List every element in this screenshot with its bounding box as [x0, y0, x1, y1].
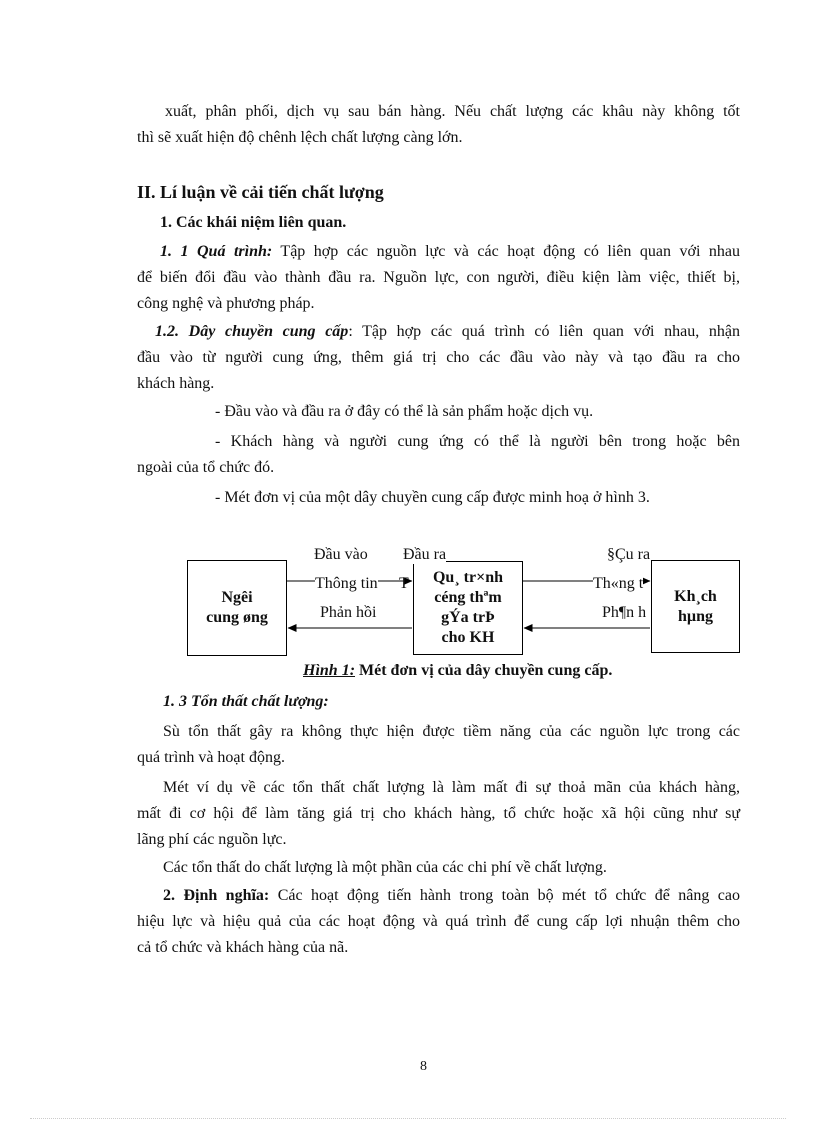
label-t: T [399, 575, 409, 592]
paragraph-line: Sù tổn thất gây ra không thực hiện được tiềm năng của các nguồn lực trong các [163, 723, 740, 740]
label-information-right: Th«ng t [593, 575, 644, 592]
label-output-right: §Çu ra [607, 546, 651, 563]
customer-box-line: hµng [677, 607, 713, 625]
bullet-line: - Đầu vào và đầu ra ở đây có thể là sản phẩm hoặc dịch vụ. [215, 403, 594, 420]
process-box-line: gÝa trÞ [441, 609, 495, 626]
paragraph-line: Mét ví dụ về các tổn thất chất lượng là làm mất đi sự thoả mãn của khách hàng, [163, 779, 740, 796]
term-label: 1.2. Dây chuyền cung cấp [155, 323, 349, 340]
page-number: 8 [420, 1059, 427, 1074]
supplier-box-line: cung øng [206, 609, 268, 626]
term-text: Tập hợp các nguồn lực và các hoạt động có liên quan với nhau [272, 243, 740, 260]
supplier-box [187, 560, 287, 656]
paragraph-line: cả tổ chức và khách hàng của nã. [137, 939, 349, 956]
label-information: Thông tin [315, 575, 378, 592]
term-text: Các hoạt động tiến hành trong toàn bộ mét tổ chức để nâng cao [269, 887, 740, 904]
paragraph-line: đầu vào từ người cung ứng, thêm giá trị cho các đầu vào này và tạo đầu ra cho [137, 349, 740, 366]
paragraph-line: quá trình và hoạt động. [137, 749, 285, 766]
paragraph-line: hiệu lực và hiệu quả của các hoạt động và quá trình để cung cấp lợi nhuận thêm cho [137, 913, 740, 930]
label-output: Đầu ra [403, 546, 447, 563]
customer-box-line: Kh¸ch [674, 587, 717, 605]
process-box-line: céng thªm [434, 589, 502, 606]
caption-label: Hình 1: [303, 662, 356, 679]
section-heading: II. Lí luận về cải tiến chất lượng [137, 182, 384, 202]
paragraph-line: lãng phí các nguồn lực. [137, 831, 287, 848]
subsection-heading: 1. Các khái niệm liên quan. [160, 214, 347, 231]
paragraph-line [163, 886, 740, 906]
bullet-line: - Khách hàng và người cung ứng có thể là người bên trong hoặc bên [215, 433, 740, 450]
process-box [413, 561, 523, 655]
process-box-line: cho KH [441, 629, 495, 646]
label-input: Đầu vào [314, 546, 368, 563]
paragraph-line: khách hàng. [137, 375, 215, 392]
paragraph-line: công nghệ và phương pháp. [137, 295, 315, 312]
paragraph-line: Các tổn thất do chất lượng là một phần của các chi phí về chất lượng. [163, 859, 607, 876]
supplier-box-line: Ngêi [221, 589, 253, 606]
process-box-line: Qu¸ tr×nh [432, 569, 503, 586]
subsection-heading: 1. 3 Tổn thất chất lượng: [163, 693, 329, 710]
customer-box [651, 560, 740, 653]
caption-text: Mét đơn vị của dây chuyền cung cấp. [355, 662, 613, 679]
term-text: : Tập hợp các quá trình có liên quan với nhau, nhận [348, 323, 741, 340]
paragraph-line: xuất, phân phối, dịch vụ sau bán hàng. Nếu chất lượng các khâu này không tốt [165, 103, 740, 120]
bullet-line: - Mét đơn vị của một dây chuyền cung cấp được minh hoạ ở hình 3. [215, 489, 650, 506]
label-feedback: Phản hồi [320, 604, 377, 621]
label-feedback-right: Ph¶n h [602, 604, 647, 621]
paragraph-line: để biến đổi đầu vào thành đầu ra. Nguồn lực, con người, điều kiện làm việc, thiết bị, [137, 269, 740, 286]
footer-rule [30, 1118, 786, 1119]
term-label: 2. Định nghĩa: [163, 887, 270, 904]
term-label: 1. 1 Quá trình: [160, 243, 273, 260]
paragraph-line: thì sẽ xuất hiện độ chênh lệch chất lượng càng lớn. [137, 129, 463, 146]
bullet-line: ngoài của tổ chức đó. [137, 459, 275, 476]
paragraph-line: mất đi cơ hội để làm tăng giá trị cho khách hàng, tổ chức hoặc xã hội cũng như sự [137, 805, 740, 822]
figure-caption [303, 662, 612, 680]
